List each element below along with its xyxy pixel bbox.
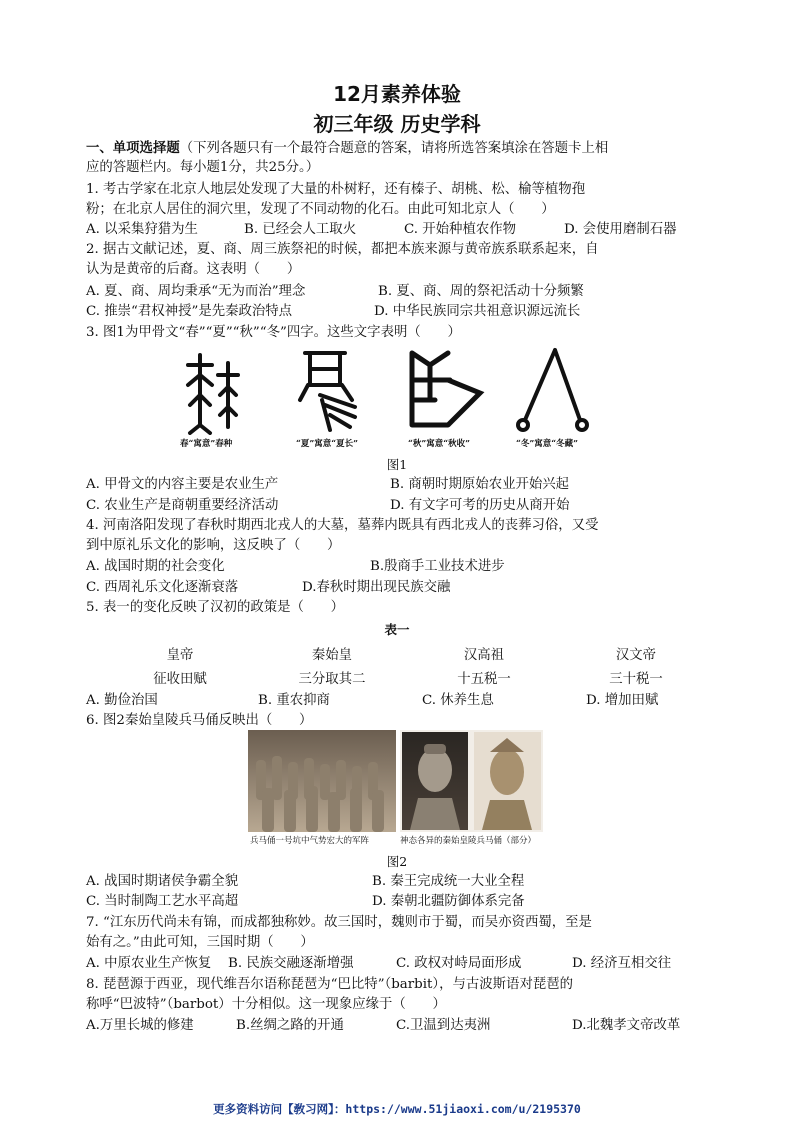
question-4-line2: 到中原礼乐文化的影响，这反映了（ ）	[86, 538, 341, 553]
table-cell-gaozu: 十五税一	[457, 672, 511, 687]
oracle-label-winter: “冬”寓意“冬藏”	[516, 439, 579, 449]
question-7-line1: 7. “江东历代尚未有锦，而成都独称妙。故三国时，魏则市于蜀，而吴亦资西蜀，至是	[86, 915, 592, 930]
section-instruction-line2: 应的答题栏内。每小题1分，共25分。）	[86, 160, 320, 175]
question-3-line1: 3. 图1为甲骨文“春”“夏”“秋”“冬”四字。这些文字表明（ ）	[86, 325, 461, 340]
q7-option-a: A. 中原农业生产恢复	[86, 956, 212, 971]
question-4-line1: 4. 河南洛阳发现了春秋时期西北戎人的大墓，墓葬内既具有西北戎人的丧葬习俗，又受	[86, 518, 599, 533]
q5-option-c: C. 休养生息	[422, 693, 494, 708]
q4-option-a: A. 战国时期的社会变化	[86, 559, 225, 574]
oracle-bone-figure	[180, 345, 600, 435]
q1-option-c: C. 开始种植农作物	[404, 222, 517, 237]
question-8-line1: 8. 琵琶源于西亚，现代维吾尔语称琵琶为“巴比特”（barbit），与古波斯语对琵琶的	[86, 977, 574, 992]
q2-option-d: D. 中华民族同宗共祖意识源远流长	[374, 304, 581, 319]
figure-1-caption: 图1	[386, 457, 408, 472]
question-6-line1: 6. 图2秦始皇陵兵马俑反映出（ ）	[86, 713, 313, 728]
terracotta-warriors-photos	[248, 730, 543, 848]
table-header-gaozu: 汉高祖	[463, 648, 505, 663]
q2-option-c: C. 推崇“君权神授”是先秦政治特点	[86, 304, 293, 319]
oracle-label-autumn: “秋”寓意“秋收”	[408, 439, 471, 449]
photo-caption-left: 兵马俑一号坑中气势宏大的军阵	[250, 836, 370, 846]
q1-option-a: A. 以采集狩猎为生	[86, 222, 198, 237]
q1-option-d: D. 会使用磨制石器	[564, 222, 677, 237]
page-subtitle: 初三年级 历史学科	[313, 112, 481, 136]
oracle-autumn-glyph	[412, 353, 480, 425]
q8-option-a: A.万里长城的修建	[86, 1018, 194, 1033]
photo-caption-right: 神态各异的秦始皇陵兵马俑（部分）	[400, 836, 537, 846]
table-row-label: 征收田赋	[153, 672, 207, 687]
q4-option-c: C. 西周礼乐文化逐渐衰落	[86, 580, 239, 595]
table-header-emperor: 皇帝	[166, 648, 194, 663]
question-5-line1: 5. 表一的变化反映了汉初的政策是（ ）	[86, 600, 345, 615]
q5-option-d: D. 增加田赋	[586, 693, 659, 708]
question-1-line1: 1. 考古学家在北京人地层处发现了大量的朴树籽，还有榛子、胡桃、松、榆等植物孢	[86, 182, 586, 197]
q6-option-d: D. 秦朝北疆防御体系完备	[372, 894, 525, 909]
table-cell-qin: 三分取其二	[298, 672, 366, 687]
question-7-line2: 始有之。”由此可知，三国时期（ ）	[86, 935, 314, 950]
q8-option-d: D.北魏孝文帝改革	[572, 1018, 681, 1033]
question-2-line2: 认为是黄帝的后裔。这表明（ ）	[86, 262, 301, 277]
footer-link[interactable]: 更多资料访问【敎习网】：https://www.51jiaoxi.com/u/2195370	[213, 1102, 581, 1116]
q8-option-c: C.卫温到达夷洲	[396, 1018, 491, 1033]
table-1-caption: 表一	[384, 622, 410, 637]
q3-option-c: C. 农业生产是商朝重要经济活动	[86, 498, 279, 513]
q7-option-c: C. 政权对峙局面形成	[396, 956, 522, 971]
q1-option-b: B. 已经会人工取火	[244, 222, 357, 237]
oracle-label-summer: “夏”寓意“夏长”	[296, 439, 359, 449]
q7-option-b: B. 民族交融逐渐增强	[228, 956, 354, 971]
table-header-wendi: 汉文帝	[615, 648, 657, 663]
question-1-line2: 粉；在北京人居住的洞穴里，发现了不同动物的化石。由此可知北京人（ ）	[86, 202, 555, 217]
q5-option-a: A. 勤俭治国	[86, 693, 158, 708]
q6-option-a: A. 战国时期诸侯争霸全貌	[86, 874, 239, 889]
oracle-label-spring: 春“寓意”春种	[180, 439, 233, 449]
q5-option-b: B. 重农抑商	[258, 693, 330, 708]
q2-option-b: B. 夏、商、周的祭祀活动十分频繁	[378, 284, 584, 299]
q4-option-d: D.春秋时期出现民族交融	[302, 580, 451, 595]
q6-option-c: C. 当时制陶工艺水平高超	[86, 894, 239, 909]
table-cell-wendi: 三十税一	[609, 672, 663, 687]
q7-option-d: D. 经济互相交往	[572, 956, 672, 971]
q3-option-d: D. 有文字可考的历史从商开始	[390, 498, 570, 513]
table-header-qin: 秦始皇	[311, 648, 353, 663]
section-instruction-line1: 一、单项选择题（下列各题只有一个最符合题意的答案，请将所选答案填涂在答题卡上相	[86, 140, 609, 156]
question-8-line2: 称呼“巴波特”（barbot）十分相似。这一现象应缘于（ ）	[86, 997, 446, 1012]
oracle-spring-glyph	[188, 355, 238, 433]
oracle-winter-glyph	[518, 350, 587, 430]
q3-option-a: A. 甲骨文的内容主要是农业生产	[86, 477, 279, 492]
q3-option-b: B. 商朝时期原始农业开始兴起	[390, 477, 570, 492]
question-2-line1: 2. 据古文献记述，夏、商、周三族祭祀的时候，都把本族来源与黄帝族系联系起来，自	[86, 242, 599, 257]
q6-option-b: B. 秦王完成统一大业全程	[372, 874, 525, 889]
q8-option-b: B.丝绸之路的开通	[236, 1018, 344, 1033]
figure-2-caption: 图2	[386, 854, 408, 869]
q4-option-b: B.殷商手工业技术进步	[370, 559, 505, 574]
q2-option-a: A. 夏、商、周均秉承“无为而治”理念	[86, 284, 306, 299]
oracle-summer-glyph	[300, 353, 355, 430]
page-title: 12月素养体验	[333, 82, 461, 106]
section-heading: 一、单项选择题	[86, 140, 180, 156]
